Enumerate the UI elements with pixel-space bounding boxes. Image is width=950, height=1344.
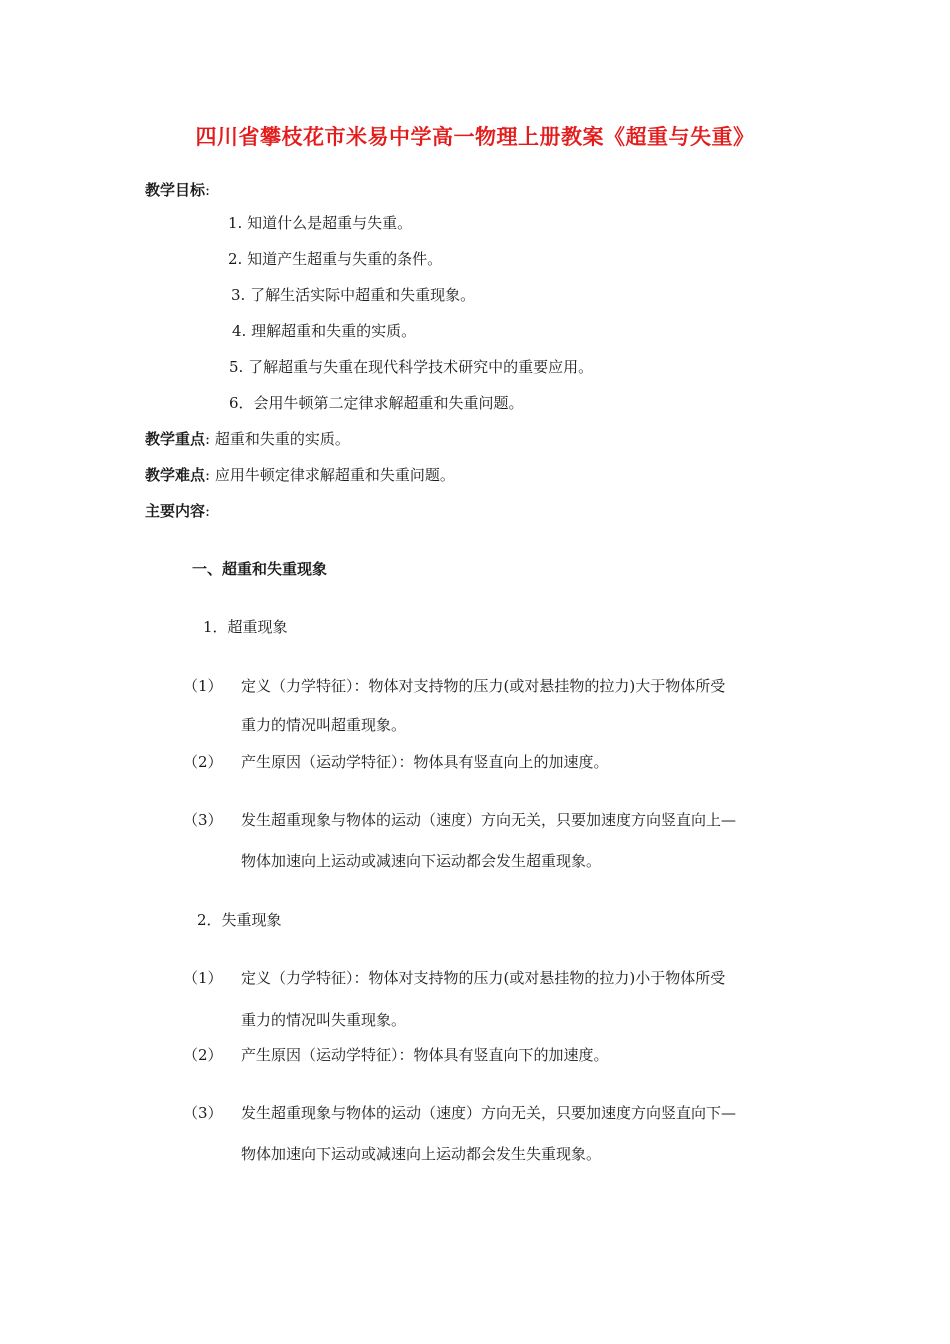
main-content-label: 主要内容 (145, 502, 206, 520)
objectives-label: 教学目标 (145, 181, 206, 199)
item-text: 定义（力学特征）：物体对支持物的压力(或对悬挂物的拉力)大于物体所受 (241, 677, 726, 695)
objective-item: 4. 理解超重和失重的实质。 (232, 322, 417, 340)
objectives-colon: : (205, 181, 211, 199)
objective-item: 3. 了解生活实际中超重和失重现象。 (231, 286, 476, 304)
subsection-title: 2．失重现象 (197, 911, 282, 929)
objective-item: 5. 了解超重与失重在现代科学技术研究中的重要应用。 (229, 358, 594, 376)
item-number: （1） (183, 677, 223, 695)
item-text-continued: 物体加速向上运动或减速向下运动都会发生超重现象。 (241, 852, 602, 870)
document-title: 四川省攀枝花市米易中学高一物理上册教案《超重与失重》 (195, 125, 755, 149)
difficulty-label: 教学难点 (145, 466, 206, 484)
item-number: （2） (183, 1046, 223, 1064)
objective-item: 6．会用牛顿第二定律求解超重和失重问题。 (229, 394, 524, 412)
objective-item: 2. 知道产生超重与失重的条件。 (228, 250, 443, 268)
item-text: 产生原因（运动学特征）：物体具有竖直向下的加速度。 (241, 1046, 609, 1064)
objective-item: 1. 知道什么是超重与失重。 (228, 214, 413, 232)
item-number: （2） (183, 753, 223, 771)
main-content-colon: : (205, 502, 211, 520)
item-text: 发生超重现象与物体的运动（速度）方向无关，只要加速度方向竖直向上— (241, 811, 737, 829)
item-text-continued: 物体加速向下运动或减速向上运动都会发生失重现象。 (241, 1145, 602, 1163)
objectives-heading (145, 180, 210, 200)
item-text-continued: 重力的情况叫失重现象。 (241, 1011, 407, 1029)
item-text: 发生超重现象与物体的运动（速度）方向无关，只要加速度方向竖直向下— (241, 1104, 737, 1122)
difficulty-text: : 应用牛顿定律求解超重和失重问题。 (205, 466, 455, 484)
key-point-row (145, 429, 350, 449)
section-heading: 一、超重和失重现象 (192, 560, 328, 578)
item-number: （1） (183, 969, 223, 987)
item-number: （3） (183, 811, 223, 829)
subsection-title: 1．超重现象 (203, 618, 288, 636)
main-content-heading (145, 501, 210, 521)
item-number: （3） (183, 1104, 223, 1122)
difficulty-row (145, 465, 455, 485)
key-point-label: 教学重点 (145, 430, 206, 448)
item-text-continued: 重力的情况叫超重现象。 (241, 716, 407, 734)
item-text: 产生原因（运动学特征）：物体具有竖直向上的加速度。 (241, 753, 609, 771)
key-point-text: : 超重和失重的实质。 (205, 430, 350, 448)
item-text: 定义（力学特征）：物体对支持物的压力(或对悬挂物的拉力)小于物体所受 (241, 969, 726, 987)
